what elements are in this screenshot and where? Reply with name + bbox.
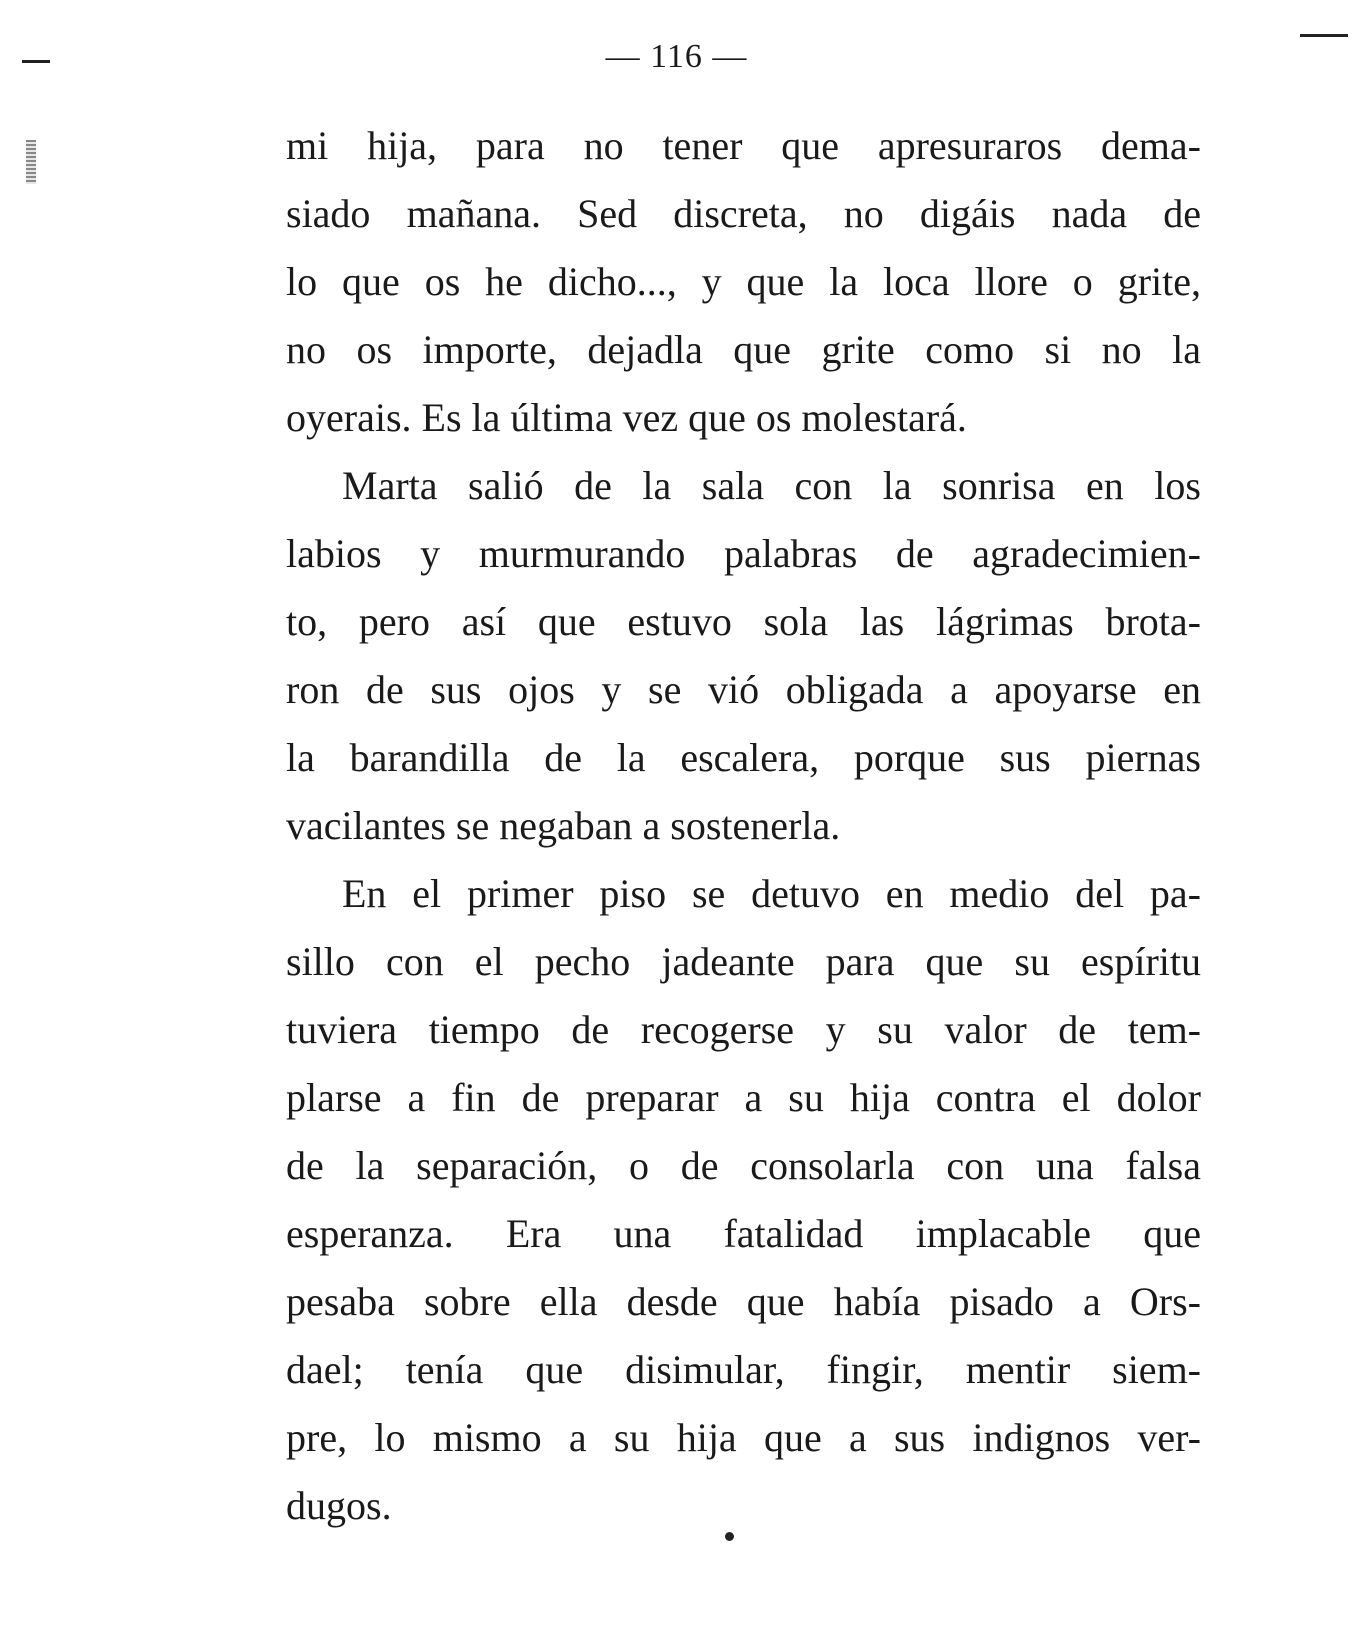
- scan-artifact: [1300, 34, 1348, 37]
- text-line: oyerais. Es la última vez que os molestará.: [286, 395, 967, 440]
- text-line: de la separación, o de consolarla con una falsa: [286, 1143, 1201, 1188]
- text-line: la barandilla de la escalera, porque sus piernas: [286, 735, 1201, 780]
- text-line: ron de sus ojos y se vió obligada a apoyarse en: [286, 667, 1201, 712]
- text-line: plarse a fin de preparar a su hija contra el dolor: [286, 1075, 1201, 1120]
- text-line: esperanza. Era una fatalidad implacable que: [286, 1211, 1201, 1256]
- text-line: dael; tenía que disimular, fingir, mentir siem-: [286, 1347, 1201, 1392]
- body-text: [286, 112, 1201, 1540]
- text-line: no os importe, dejadla que grite como si no la: [286, 327, 1201, 372]
- text-line: pre, lo mismo a su hija que a sus indignos ver-: [286, 1415, 1201, 1460]
- text-line: vacilantes se negaban a sostenerla.: [286, 803, 841, 848]
- page-number: — 116 —: [605, 38, 748, 75]
- text-line: En el primer piso se detuvo en medio del pa-: [342, 871, 1201, 916]
- text-line: dugos.: [286, 1483, 392, 1528]
- text-line: tuviera tiempo de recogerse y su valor de tem-: [286, 1007, 1201, 1052]
- text-line: Marta salió de la sala con la sonrisa en los: [342, 463, 1201, 508]
- text-line: to, pero así que estuvo sola las lágrimas brota-: [286, 599, 1201, 644]
- text-line: mi hija, para no tener que apresuraros dema-: [286, 123, 1201, 168]
- scan-artifact: [26, 140, 36, 184]
- text-line: labios y murmurando palabras de agradecimien-: [286, 531, 1201, 576]
- text-line: lo que os he dicho..., y que la loca llore o grite,: [286, 259, 1201, 304]
- ink-dot: [725, 1532, 734, 1541]
- text-line: sillo con el pecho jadeante para que su espíritu: [286, 939, 1201, 984]
- text-line: pesaba sobre ella desde que había pisado a Ors-: [286, 1279, 1201, 1324]
- text-line: siado mañana. Sed discreta, no digáis nada de: [286, 191, 1201, 236]
